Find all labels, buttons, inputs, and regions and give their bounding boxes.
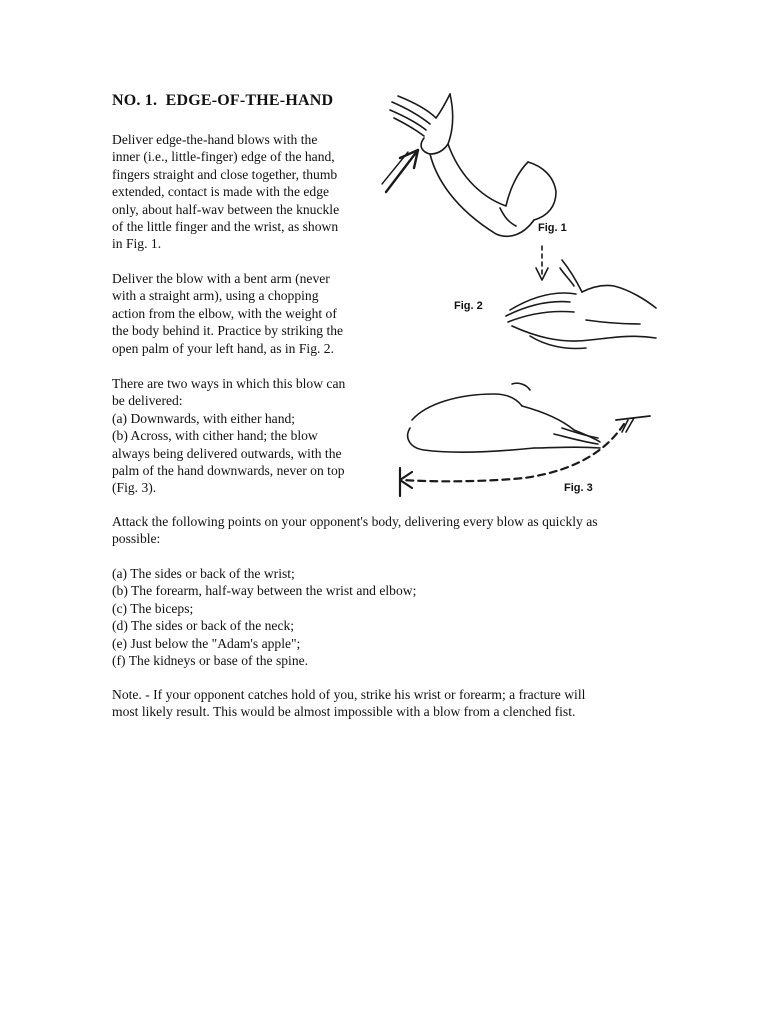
text-line: action from the elbow, with the weight of xyxy=(112,305,337,321)
text-line: possible: xyxy=(112,531,161,547)
note-paragraph xyxy=(112,686,652,721)
text-line: (Fig. 3). xyxy=(112,480,157,496)
blow-paragraph xyxy=(112,270,374,357)
text-line: open palm of your left hand, as in Fig. 2. xyxy=(112,340,334,356)
figure-1-label: Fig. 1 xyxy=(538,222,567,234)
text-line: palm of the hand downwards, never on top xyxy=(112,463,345,479)
text-line: inner (i.e., little-finger) edge of the hand, xyxy=(112,149,335,165)
list-item: (b) The forearm, half-way between the wrist and elbow; xyxy=(112,583,417,599)
text-line: Note. - If your opponent catches hold of you, strike his wrist or forearm; a fracture will xyxy=(112,687,586,702)
list-item: (a) The sides or back of the wrist; xyxy=(112,566,295,581)
page-heading: NO. 1. EDGE-OF-THE-HAND xyxy=(112,92,334,109)
figure-2-illustration xyxy=(454,240,660,360)
text-line: Deliver the blow with a bent arm (never xyxy=(112,271,330,286)
list-item: (e) Just below the "Adam's apple"; xyxy=(112,635,301,651)
figure-2-label: Fig. 2 xyxy=(454,300,483,312)
text-line: the body behind it. Practice by striking the xyxy=(112,323,344,339)
figure-3-label: Fig. 3 xyxy=(564,482,593,494)
text-line: in Fig. 1. xyxy=(112,236,162,252)
text-line: most likely result. This would be almost impossible with a blow from a clenched fist. xyxy=(112,704,576,720)
text-line: (b) Across, with cither hand; the blow xyxy=(112,428,318,444)
text-line: extended, contact is made with the edge xyxy=(112,184,330,200)
text-line: (a) Downwards, with either hand; xyxy=(112,410,296,426)
text-line: only, about half-wav between the knuckle xyxy=(112,201,340,217)
figure-3-illustration xyxy=(394,376,664,506)
text-line: be delivered: xyxy=(112,393,183,409)
figure-1-illustration xyxy=(378,88,578,248)
list-item: (f) The kidneys or base of the spine. xyxy=(112,653,309,669)
text-line: There are two ways in which this blow can xyxy=(112,376,346,391)
text-line: Deliver edge-the-hand blows with the xyxy=(112,132,318,147)
text-line: always being delivered outwards, with the xyxy=(112,445,342,461)
ways-paragraph xyxy=(112,375,374,497)
text-line: Attack the following points on your opponent's body, delivering every blow as quickly as xyxy=(112,514,598,529)
text-line: of the little finger and the wrist, as shown xyxy=(112,219,339,235)
points-list xyxy=(112,565,652,669)
list-item: (c) The biceps; xyxy=(112,600,194,616)
text-line: fingers straight and close together, thumb xyxy=(112,166,338,182)
attack-paragraph xyxy=(112,513,652,548)
intro-paragraph xyxy=(112,131,374,253)
text-line: with a straight arm), using a chopping xyxy=(112,288,319,304)
list-item: (d) The sides or back of the neck; xyxy=(112,618,295,634)
